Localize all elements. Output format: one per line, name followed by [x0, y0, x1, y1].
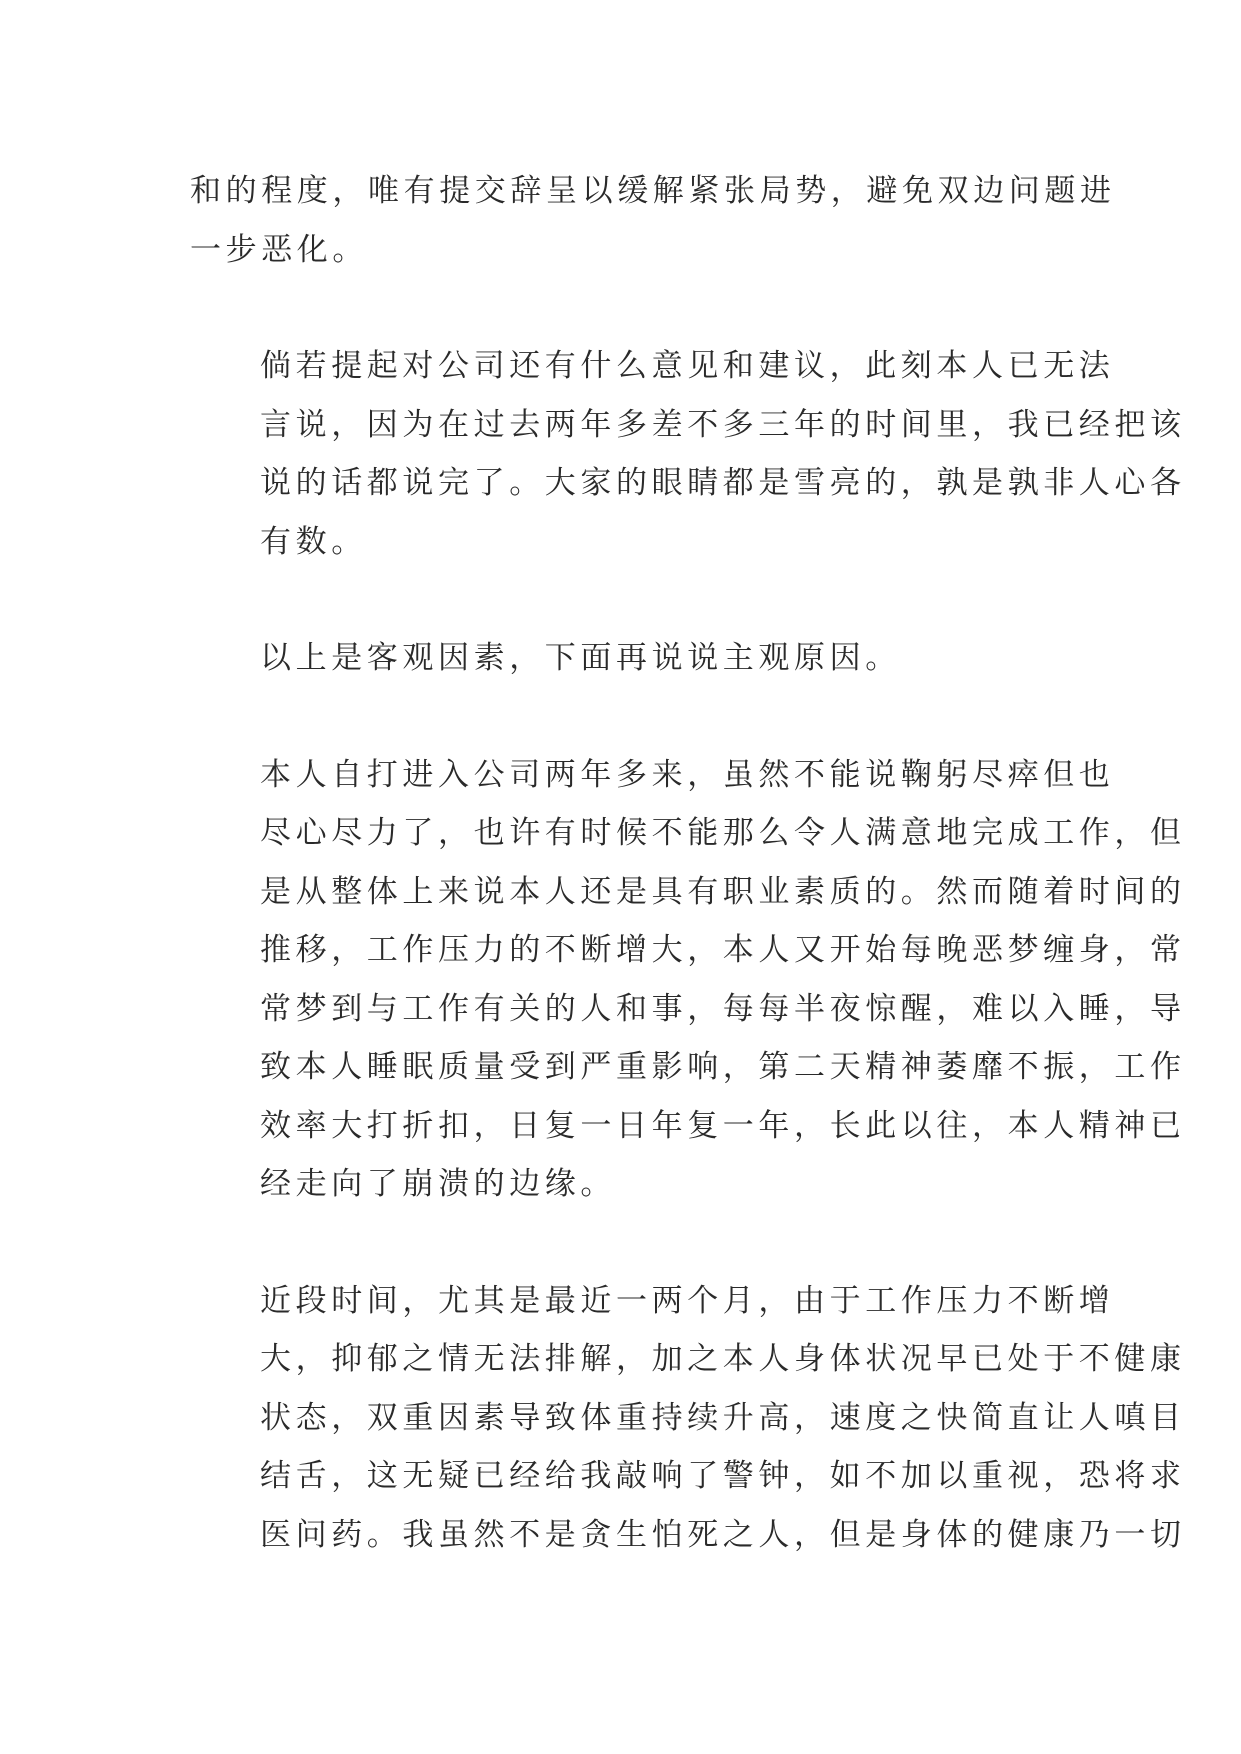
text-line: 言说，因为在过去两年多差不多三年的时间里，我已经把该	[260, 406, 1186, 443]
text-line: 尽心尽力了，也许有时候不能那么令人满意地完成工作，但	[260, 815, 1186, 851]
text-line: 和的程度，唯有提交辞呈以缓解紧张局势，避免双边问题进	[190, 173, 1116, 209]
text-line: 结舌，这无疑已经给我敲响了警钟，如不加以重视，恐将求	[260, 1458, 1186, 1494]
paragraph-3	[190, 629, 1060, 688]
text-line: 效率大打折扣，日复一日年复一年，长此以往，本人精神已	[260, 1107, 1186, 1144]
text-line: 医问药。我虽然不是贪生怕死之人，但是身体的健康乃一切	[260, 1516, 1186, 1553]
text-line: 一步恶化。	[190, 231, 368, 268]
text-line: 是从整体上来说本人还是具有职业素质的。然而随着时间的	[260, 873, 1186, 910]
paragraph-1	[190, 162, 1116, 279]
text-line: 致本人睡眠质量受到严重影响，第二天精神萎靡不振，工作	[260, 1049, 1186, 1085]
paragraph-2	[190, 337, 1186, 571]
text-line: 说的话都说完了。大家的眼睛都是雪亮的，孰是孰非人心各	[260, 465, 1186, 501]
text-line: 以上是客观因素，下面再说说主观原因。	[260, 640, 901, 676]
text-line: 近段时间，尤其是最近一两个月，由于工作压力不断增	[260, 1282, 1115, 1319]
text-line: 本人自打进入公司两年多来，虽然不能说鞠躬尽瘁但也	[260, 756, 1115, 793]
text-line: 状态，双重因素导致体重持续升高，速度之快简直让人嗔目	[260, 1399, 1186, 1436]
paragraph-5	[190, 1272, 1186, 1565]
text-line: 倘若提起对公司还有什么意见和建议，此刻本人已无法	[260, 348, 1115, 384]
text-line: 有数。	[260, 523, 367, 560]
document-body	[190, 162, 1186, 1622]
text-line: 常梦到与工作有关的人和事，每每半夜惊醒，难以入睡，导	[260, 990, 1186, 1027]
text-line: 经走向了崩溃的边缘。	[260, 1166, 616, 1202]
text-line: 推移，工作压力的不断增大，本人又开始每晚恶梦缠身，常	[260, 932, 1186, 968]
text-line: 大，抑郁之情无法排解，加之本人身体状况早已处于不健康	[260, 1341, 1186, 1377]
paragraph-4	[190, 746, 1186, 1214]
